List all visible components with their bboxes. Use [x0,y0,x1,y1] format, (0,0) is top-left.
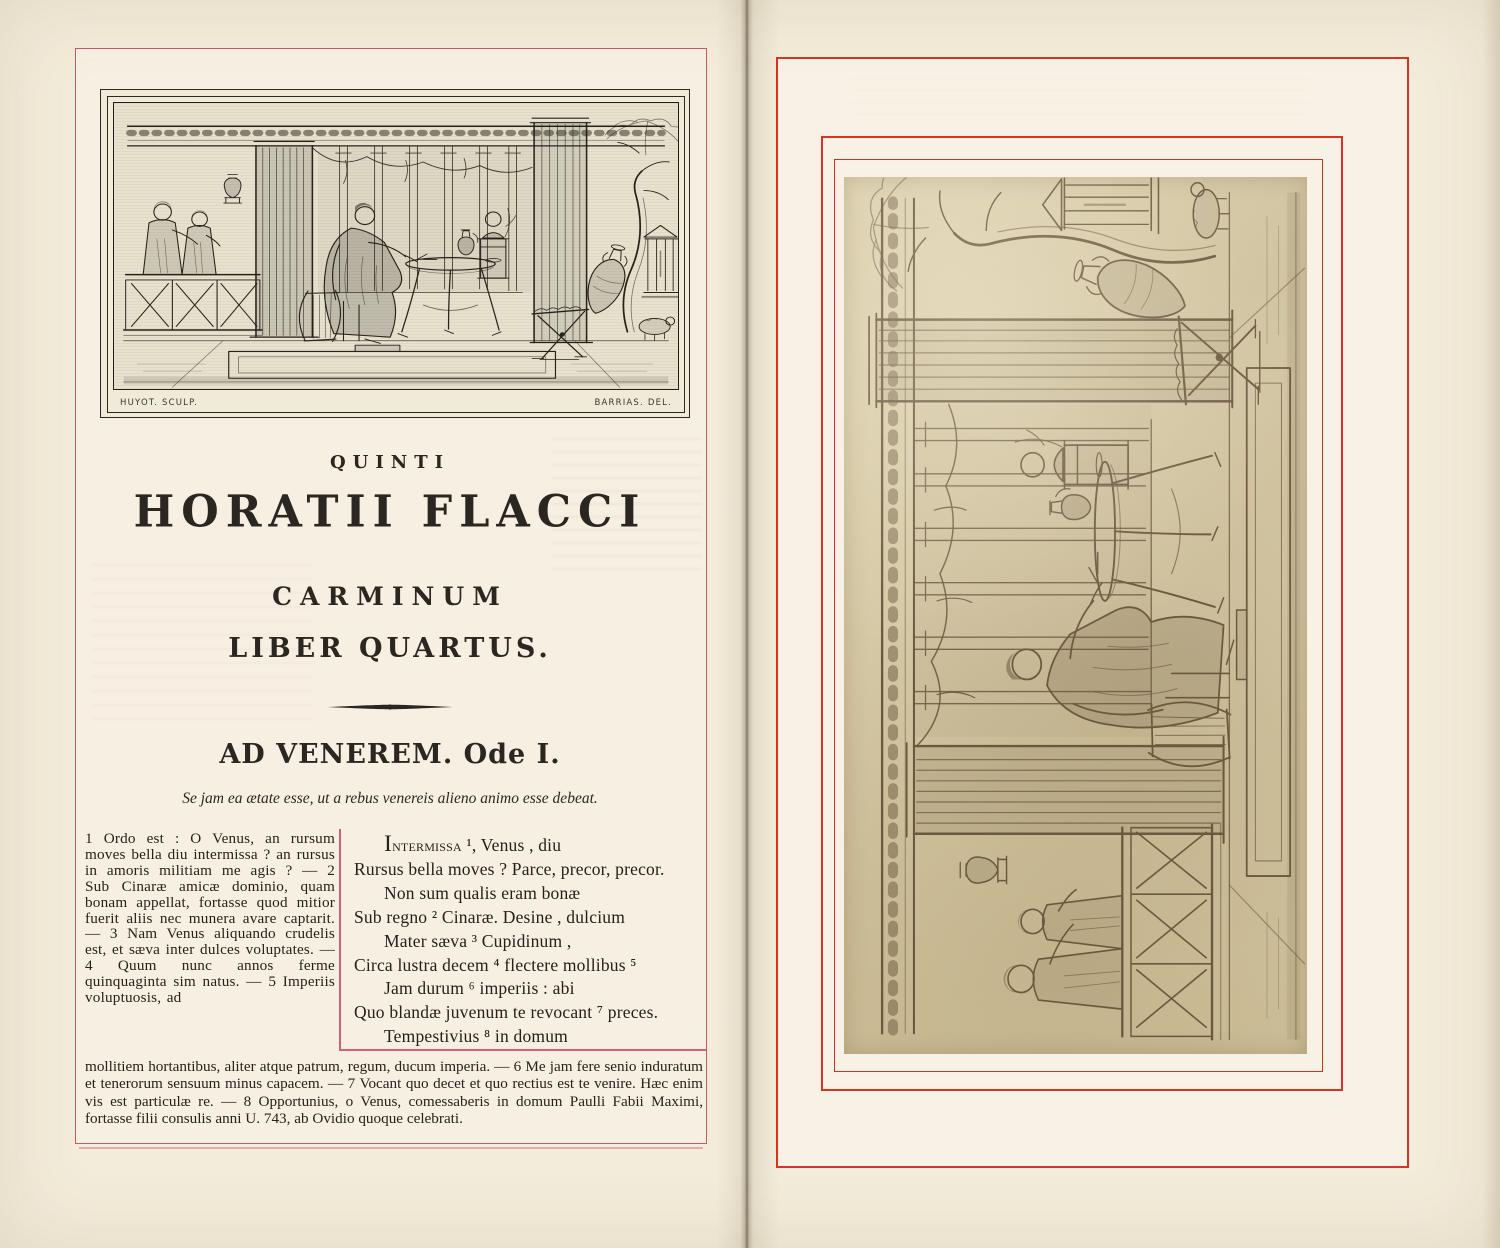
engraving-plate [100,89,690,418]
verse-line: Quo blandæ juvenum te revocant ⁷ preces. [354,1002,659,1023]
title-carminum: CARMINUM [272,582,508,611]
rotated-plate-drawing [844,177,1307,1054]
lithograph-plate [844,177,1307,1054]
verse-line: Mater sæva ³ Cupidinum , [384,930,572,951]
verse-line: Jam durum ⁶ imperiis : abi [384,978,575,999]
verse-line: Sub regno ² Cinaræ. Desine , dulcium [354,906,626,927]
title-author: HORATII FLACCI [133,486,647,538]
verse-opening-word: Intermissa [384,831,462,857]
verse-line: Non sum qualis eram bonæ [384,882,581,903]
verse-line: Rursus bella moves ? Parce, precor, precor. [354,858,665,879]
artist-caption: BARRIAS. DEL. [594,398,672,408]
title-liber: LIBER QUARTUS. [228,633,552,664]
commentary-notes-column: 1 Ordo est : O Venus, an rursum moves bella diu intermissa ? an rursus in amoris militiam me agis ? — 2 Sub Cinaræ amicæ dominio, quam bonam appellat, fortasse quod mitior fuerit aliis nec munera avare captarit. — 3 Nam Venus aliquando crudelis est, et sæva inter dulces voluptates. — 4 Quum nunc annos ferme quinquaginta sim natus. — 5 Imperiis voluptuosis, ad [85,831,335,1007]
footnotes-paragraph: mollitiem hortantibus, aliter atque patrum, regum, ducum imperia. — 6 Me jam fere senio induratum et tenerorum sensuum minus capacem. — 7 Vocant quo decet et quo rectius est te venire. Hæc enim vis est particulæ re. — 8 Opportunius, o Venus, comessaberis in domum Paulli Fabii Maximi, fortasse filii consulis anni U. 743, ab Ovidio quoque celebrati. [85,1058,703,1128]
engraving-inner-frame [107,96,685,413]
ode-argument: Se jam ea ætate esse, ut a rebus venereis alieno animo esse debeat. [182,790,598,807]
verse-line [354,833,706,858]
verse-bottom-rule [339,1049,706,1051]
verse-line: Circa lustra decem ⁴ flectere mollibus ⁵ [354,954,637,975]
engraver-caption: HUYOT. SCULP. [120,398,199,408]
page-edge-shadow [1482,0,1500,1248]
column-divider-rule [339,829,341,1049]
title-quinti: QUINTI [329,452,451,473]
gutter-shadow [716,0,780,1248]
verse-line: Tempestivius ⁸ in domum [384,1026,568,1047]
verse-opening-rest: ¹, Venus , diu [461,835,562,855]
binding-crease [746,0,748,1248]
engraving-illustration [113,102,679,390]
swelled-rule-ornament-icon [80,699,700,717]
ode-heading: AD VENEREM. Ode I. [219,739,561,770]
ode-verse [354,833,706,1049]
